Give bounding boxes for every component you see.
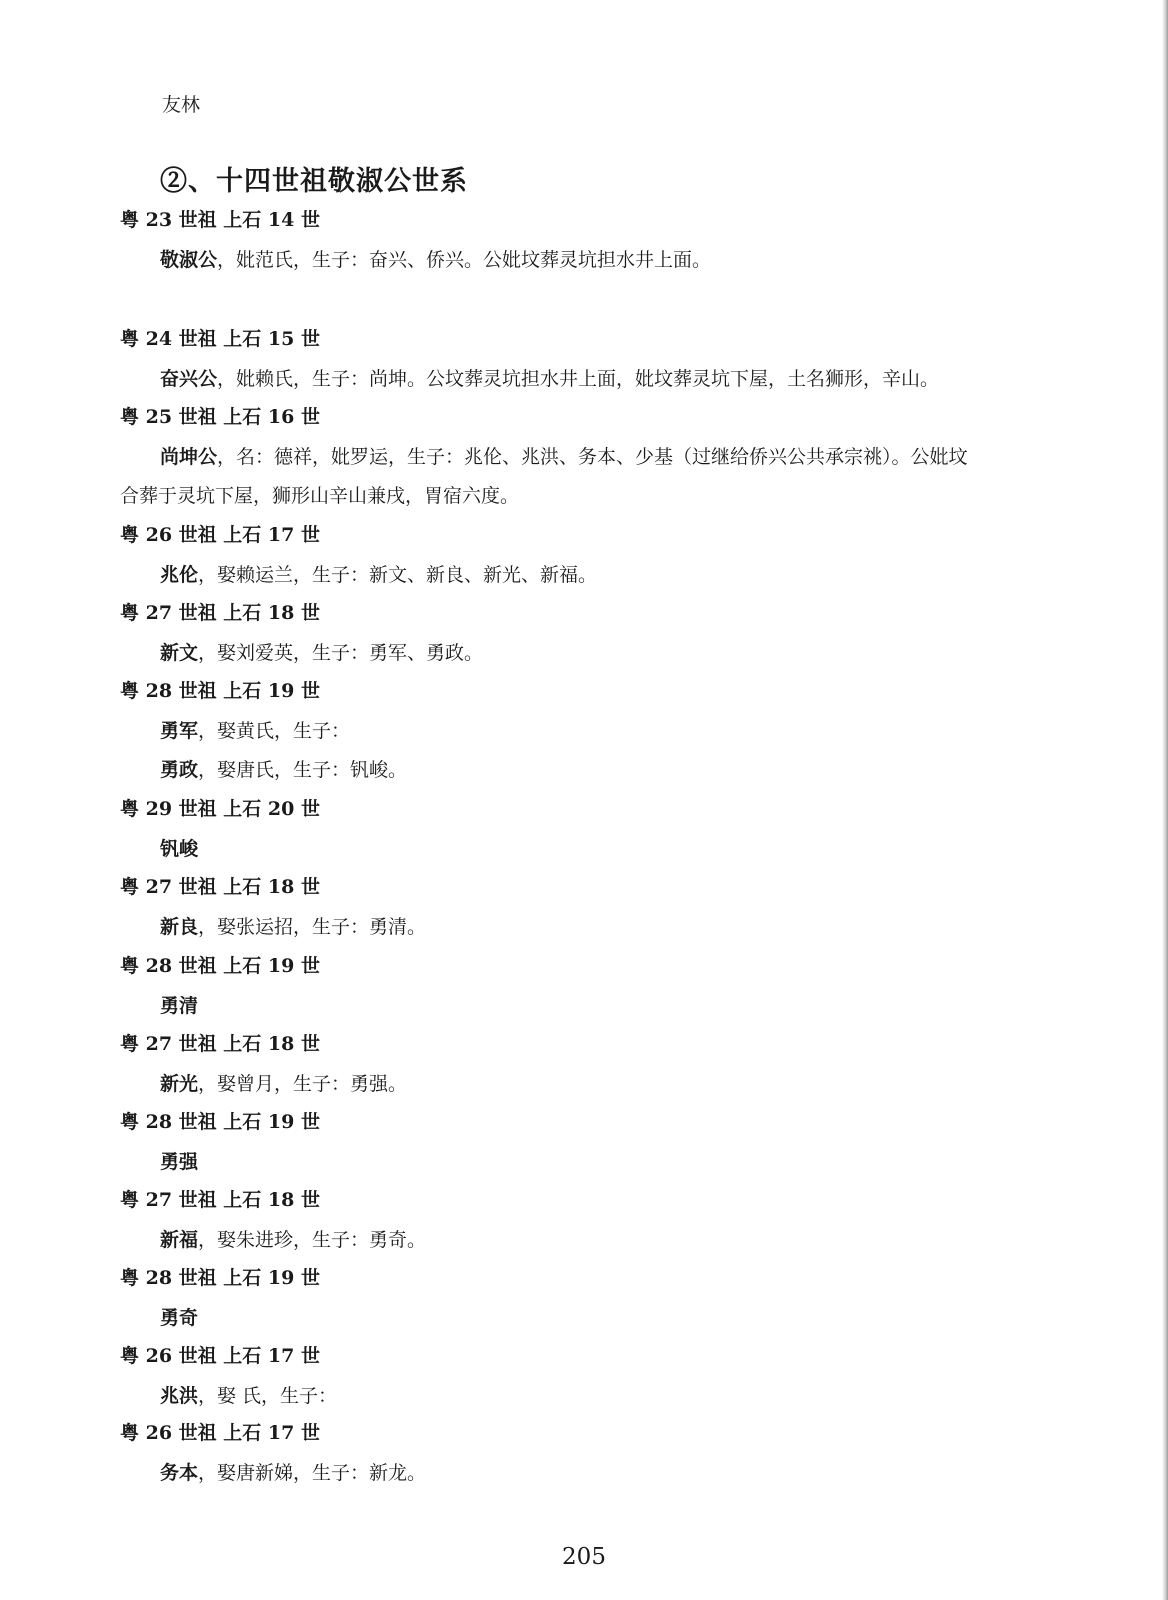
person-name: 务本 — [160, 1462, 199, 1484]
person-name: 勇强 — [160, 1151, 199, 1173]
generation-header: 粤 28 世祖 上石 19 世 — [120, 1111, 320, 1133]
person-record — [160, 993, 198, 1019]
person-details: ，娶曾月，生子：勇强。 — [198, 1073, 408, 1095]
person-name: 钒峻 — [160, 838, 199, 860]
person-details: 合葬于灵坑下屋，狮形山辛山兼戌，胃宿六度。 — [120, 485, 520, 507]
page-number: 205 — [562, 1544, 606, 1570]
generation-header: 粤 27 世祖 上石 18 世 — [120, 876, 320, 898]
person-record — [160, 914, 426, 940]
generation-header: 粤 26 世祖 上石 17 世 — [120, 524, 320, 546]
person-name: 新文 — [160, 642, 199, 664]
person-record — [160, 640, 483, 666]
person-details: ，娶赖运兰，生子：新文、新良、新光、新福。 — [198, 564, 598, 586]
top-name: 友林 — [162, 94, 201, 116]
person-record — [160, 1383, 337, 1409]
person-name: 尚坤公 — [160, 446, 218, 468]
person-record — [160, 718, 350, 744]
generation-header: 粤 28 世祖 上石 19 世 — [120, 680, 320, 702]
section-heading: ②、十四世祖敬淑公世系 — [160, 166, 468, 197]
person-details: ，娶黄氏，生子： — [198, 720, 351, 742]
generation-header: 粤 29 世祖 上石 20 世 — [120, 798, 320, 820]
generation-header: 粤 23 世祖 上石 14 世 — [120, 209, 320, 231]
generation-header: 粤 26 世祖 上石 17 世 — [120, 1345, 320, 1367]
person-record — [160, 247, 711, 273]
generation-header: 粤 28 世祖 上石 19 世 — [120, 1267, 320, 1289]
person-details: ，娶张运招，生子：勇清。 — [198, 916, 427, 938]
generation-header: 粤 27 世祖 上石 18 世 — [120, 1033, 320, 1055]
person-details: ，娶唐氏，生子：钒峻。 — [198, 759, 408, 781]
person-details: ，娶朱进珍，生子：勇奇。 — [198, 1229, 427, 1251]
person-name: 兆洪 — [160, 1385, 199, 1407]
generation-header: 粤 26 世祖 上石 17 世 — [120, 1422, 320, 1444]
person-record — [160, 562, 597, 588]
person-name: 新光 — [160, 1073, 199, 1095]
person-name: 勇奇 — [160, 1307, 199, 1329]
person-record — [160, 1305, 198, 1331]
person-record — [160, 1227, 426, 1253]
person-name: 勇军 — [160, 720, 199, 742]
person-name: 敬淑公 — [160, 249, 218, 271]
person-name: 新福 — [160, 1229, 199, 1251]
person-name: 勇清 — [160, 995, 199, 1017]
person-details: ，名：德祥，妣罗运，生子：兆伦、兆洪、务本、少基（过继给侨兴公共承宗祧）。公妣坟 — [217, 446, 968, 468]
person-details: ，娶刘爱英，生子：勇军、勇政。 — [198, 642, 484, 664]
person-details: ，妣赖氏，生子：尚坤。公坟葬灵坑担水井上面，妣坟葬灵坑下屋，土名狮形，辛山。 — [217, 368, 940, 390]
generation-header: 粤 27 世祖 上石 18 世 — [120, 1189, 320, 1211]
generation-header: 粤 24 世祖 上石 15 世 — [120, 328, 320, 350]
person-record — [160, 836, 198, 862]
person-name: 勇政 — [160, 759, 199, 781]
person-record — [160, 757, 407, 783]
person-name: 兆伦 — [160, 564, 199, 586]
generation-header: 粤 25 世祖 上石 16 世 — [120, 406, 320, 428]
person-details: ，娶 氏，生子： — [198, 1385, 338, 1407]
person-record — [160, 1071, 407, 1097]
person-record — [160, 1460, 426, 1486]
person-record — [160, 444, 968, 470]
person-name: 新良 — [160, 916, 199, 938]
person-record — [160, 366, 939, 392]
person-record — [120, 483, 519, 509]
person-record — [160, 1149, 198, 1175]
generation-header: 粤 28 世祖 上石 19 世 — [120, 955, 320, 977]
person-details: ，妣范氏，生子：奋兴、侨兴。公妣坟葬灵坑担水井上面。 — [217, 249, 712, 271]
person-details: ，娶唐新娣，生子：新龙。 — [198, 1462, 427, 1484]
generation-header: 粤 27 世祖 上石 18 世 — [120, 602, 320, 624]
person-name: 奋兴公 — [160, 368, 218, 390]
